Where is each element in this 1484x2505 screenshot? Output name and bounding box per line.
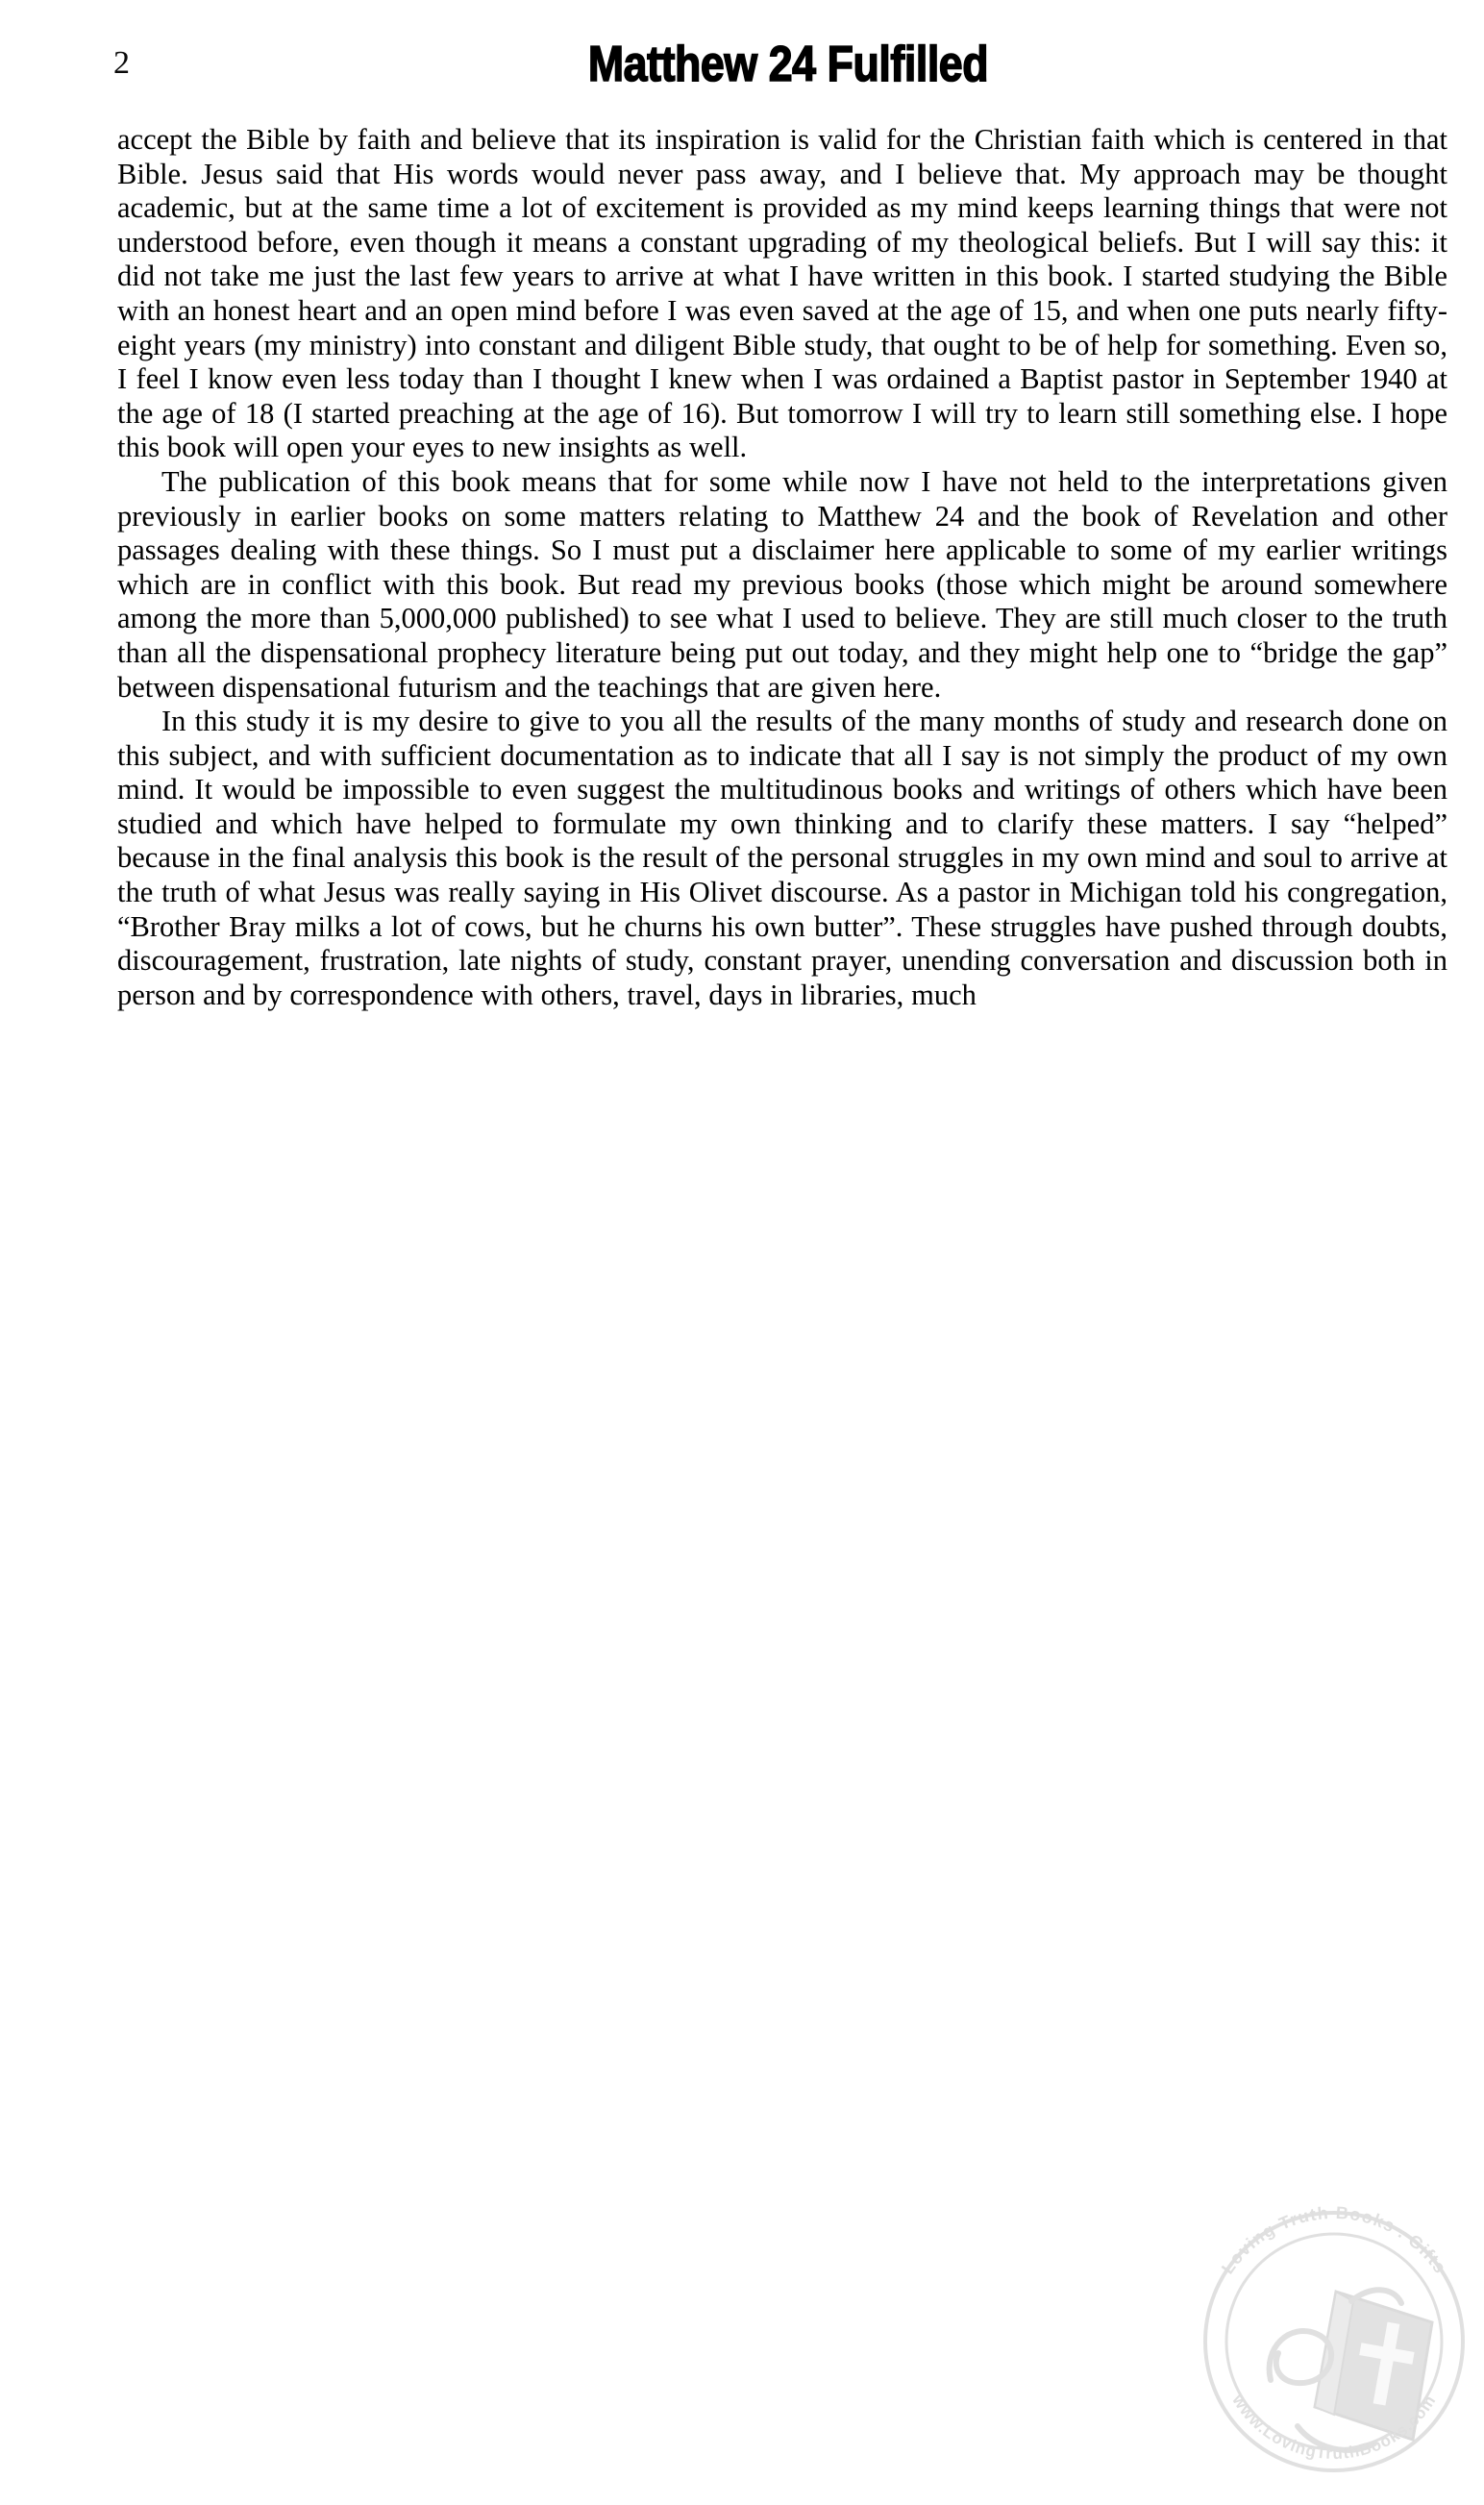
body-text-block	[117, 123, 1447, 1012]
cross-icon	[1359, 2322, 1414, 2406]
seal-outer-ring	[1205, 2213, 1463, 2470]
watermark-seal	[1171, 2178, 1484, 2505]
running-title: Matthew 24 Fulfilled	[587, 37, 989, 92]
paragraph-2: The publication of this book means that for some while now I have not held to the interpretations given previously in earlier books on some matters relating to Matthew 24 and the book of Revelation and other passages dealing with these things. So I must put a disclaimer here applicable to some of my earlier writings which are in conflict with this book. But read my previous books (those which might be around somewhere among the more than 5,000,000 published) to see what I used to believe. They are still much closer to the truth than all the dispensational prophecy literature being put out today, and they might help one to “bridge the gap” between dispensational futurism and the teachings that are given here.	[117, 464, 1447, 704]
bible-icon	[1315, 2292, 1432, 2440]
seal-inner-ring	[1226, 2234, 1442, 2449]
paragraph-1: accept the Bible by faith and believe that its inspiration is valid for the Christian faith which is centered in that Bible. Jesus said that His words would never pass away, and I believe that. My approach may be thought academic, but at the same time a lot of excitement is provided as my mind keeps learning things that were not understood before, even though it means a constant upgrading of my theological beliefs. But I will say this: it did not take me just the last few years to arrive at what I have written in this book. I started studying the Bible with an honest heart and an open mind before I was even saved at the age of 15, and when one puts nearly fifty-eight years (my ministry) into constant and diligent Bible study, that ought to be of help for something. Even so, I feel I know even less today than I thought I knew when I was ordained a Baptist pastor in September 1940 at the age of 18 (I started preaching at the age of 16). But tomorrow I will try to learn still something else. I hope this book will open your eyes to new insights as well.	[117, 123, 1447, 464]
paragraph-3: In this study it is my desire to give to you all the results of the many months of study and research done on this subject, and with sufficient documentation as to indicate that all I say is not simply the product of my own mind. It would be impossible to even suggest the multitudinous books and writings of others which have been studied and which have helped to formulate my own thinking and to clarify these matters. I say “helped” because in the final analysis this book is the result of the personal struggles in my own mind and soul to arrive at the truth of what Jesus was really saying in His Olivet discourse. As a pastor in Michigan told his congregation, “Brother Bray milks a lot of cows, but he churns his own butter”. These struggles have pushed through doubts, discouragement, frustration, late nights of study, constant prayer, unending conversation and discussion both in person and by correspondence with others, travel, days in libraries, much	[117, 705, 1447, 1011]
running-head	[0, 37, 1484, 98]
seal-bottom-text: www.LovingTruthBooks.com	[1228, 2391, 1440, 2464]
page-number: 2	[113, 45, 130, 81]
ribbon-flourish	[1270, 2290, 1401, 2450]
seal-top-text: Loving Truth Books . Gifts	[1217, 2202, 1451, 2278]
